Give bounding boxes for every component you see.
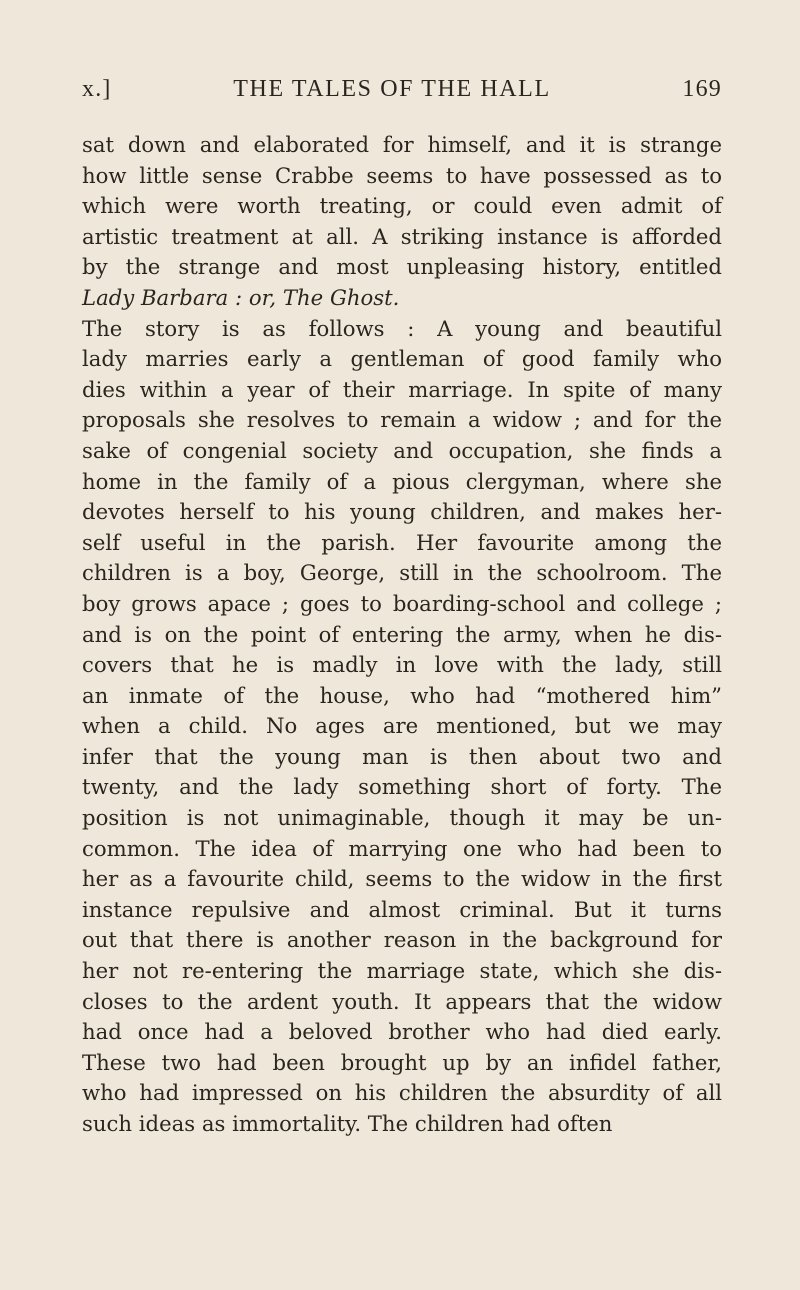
- text-line: by the strange and most unpleasing history, entitled: [82, 254, 722, 280]
- page-number: 169: [682, 76, 722, 102]
- text-line: boy grows apace ; goes to boarding-school and college ;: [82, 590, 722, 616]
- text-line: and is on the point of entering the army, when he dis-: [82, 621, 722, 647]
- text-line: devotes herself to his young children, and makes her-: [82, 499, 722, 525]
- text-line: sat down and elaborated for himself, and it is strange: [82, 132, 722, 157]
- text-line: had once had a beloved brother who had died early.: [82, 1019, 722, 1045]
- body-text: [82, 130, 722, 1140]
- text-line: an inmate of the house, who had “mothered him”: [82, 682, 722, 708]
- text-line: These two had been brought up by an infidel father,: [82, 1049, 722, 1075]
- text-line: The story is as follows : A young and beautiful: [82, 315, 722, 341]
- text-line: such ideas as immortality. The children had often: [82, 1111, 613, 1136]
- text-line: her not re-entering the marriage state, which she dis-: [82, 958, 722, 984]
- text-line: lady marries early a gentleman of good family who: [82, 346, 722, 372]
- text-line: which were worth treating, or could even admit of: [82, 193, 722, 219]
- chapter-number: x.]: [82, 76, 112, 102]
- text-line: proposals she resolves to remain a widow ; and for the: [82, 407, 722, 433]
- text-line: artistic treatment at all. A striking instance is afforded: [82, 223, 722, 249]
- text-line: out that there is another reason in the background for: [82, 927, 722, 953]
- text-line: self useful in the parish. Her favourite among the: [82, 529, 722, 555]
- text-line: home in the family of a pious clergyman, where she: [82, 468, 722, 494]
- text-line: infer that the young man is then about two and: [82, 743, 722, 769]
- text-line: dies within a year of their marriage. In spite of many: [82, 376, 722, 402]
- text-line: covers that he is madly in love with the lady, still: [82, 652, 722, 678]
- text-line: position is not unimaginable, though it may be un-: [82, 805, 722, 831]
- text-line: sake of congenial society and occupation, she finds a: [82, 437, 722, 463]
- running-header: [82, 76, 722, 106]
- text-line: children is a boy, George, still in the schoolroom. The: [82, 560, 722, 586]
- text-line: how little sense Crabbe seems to have possessed as to: [82, 162, 722, 188]
- text-line: common. The idea of marrying one who had been to: [82, 835, 722, 861]
- text-line: instance repulsive and almost criminal. But it turns: [82, 896, 722, 922]
- text-line: when a child. No ages are mentioned, but we may: [82, 713, 722, 739]
- text-line: twenty, and the lady something short of forty. The: [82, 774, 722, 800]
- text-line: her as a favourite child, seems to the widow in the first: [82, 866, 722, 892]
- text-line-title-reference: Lady Barbara : or, The Ghost.: [82, 284, 400, 310]
- text-line: who had impressed on his children the absurdity of all: [82, 1080, 722, 1106]
- text-line: closes to the ardent youth. It appears that the widow: [82, 988, 722, 1014]
- running-title: THE TALES OF THE HALL: [233, 76, 551, 102]
